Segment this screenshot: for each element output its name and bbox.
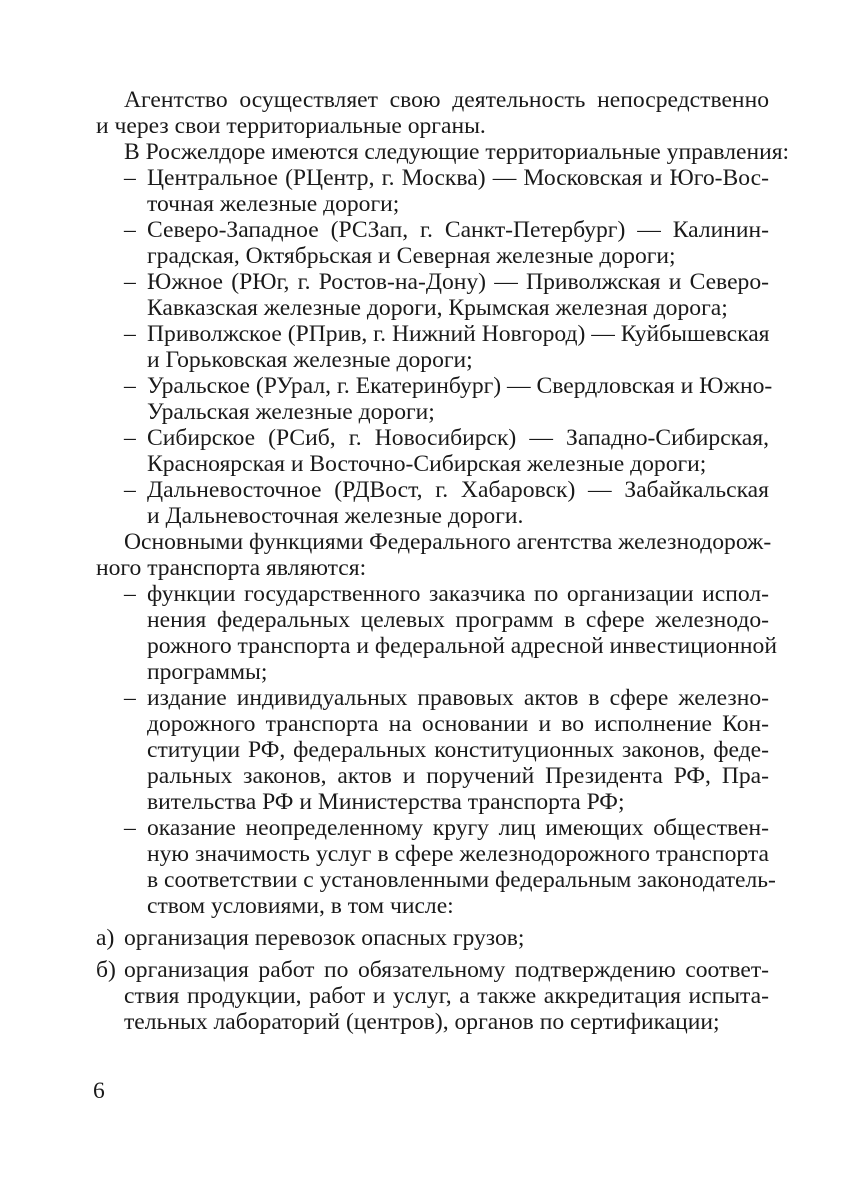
- function-item-2-line-2: дорожного транспорта на основании и во исполнение Кон-: [147, 711, 769, 737]
- function-item-2-line-1: издание индивидуальных правовых актов в сфере железно-: [147, 685, 769, 711]
- list-item-dash: –: [124, 165, 136, 191]
- list-item-dash: –: [124, 477, 136, 503]
- territorial-item-1-line-1: Центральное (РЦентр, г. Москва) — Московская и Юго-Вос-: [147, 165, 769, 191]
- list-marker-b: б): [96, 957, 116, 983]
- territorial-item-6-line-1: Сибирское (РСиб, г. Новосибирск) — Западно-Сибирская,: [147, 425, 769, 451]
- function-item-2-line-5: вительства РФ и Министерства транспорта РФ;: [147, 789, 625, 815]
- function-item-3-line-2: ную значимость услуг в сфере железнодорожного транспорта: [147, 841, 769, 867]
- function-item-3-line-1: оказание неопределенному кругу лиц имеющих обществен-: [147, 815, 769, 841]
- list-item-dash: –: [124, 269, 136, 295]
- territorial-item-5-line-1: Уральское (РУрал, г. Екатеринбург) — Свердловская и Южно-: [147, 373, 773, 399]
- territorial-item-4-line-2: и Горьковская железные дороги;: [147, 347, 473, 373]
- territorial-item-3-line-2: Кавказская железные дороги, Крымская железная дорога;: [147, 295, 728, 321]
- function-item-2-line-4: ральных законов, актов и поручений Президента РФ, Пра-: [147, 763, 769, 789]
- function-item-3-line-3: в соответствии с установленными федеральным законодатель-: [147, 867, 776, 893]
- function-item-2-line-3: ституции РФ, федеральных конституционных законов, феде-: [147, 737, 769, 763]
- list-item-dash: –: [124, 321, 136, 347]
- territorial-heading: В Росжелдоре имеются следующие территориальные управления:: [124, 139, 790, 165]
- function-item-1-line-1: функции государственного заказчика по организации испол-: [147, 581, 769, 607]
- function-item-1-line-4: программы;: [147, 659, 268, 685]
- territorial-item-1-line-2: точная железные дороги;: [147, 191, 400, 217]
- list-marker-a: а): [96, 925, 115, 951]
- list-item-dash: –: [124, 815, 136, 841]
- territorial-item-3-line-1: Южное (РЮг, г. Ростов-на-Дону) — Приволжская и Северо-: [147, 269, 769, 295]
- page-number: 6: [93, 1078, 105, 1104]
- intro-line-1: Агентство осуществляет свою деятельность непосредственно: [124, 87, 769, 113]
- lettered-item-b-line-2: ствия продукции, работ и услуг, а также аккредитация испыта-: [124, 983, 769, 1009]
- territorial-item-7-line-1: Дальневосточное (РДВост, г. Хабаровск) — Забайкальская: [147, 477, 769, 503]
- list-item-dash: –: [124, 373, 136, 399]
- functions-line-1: Основными функциями Федерального агентства железнодорож-: [124, 529, 772, 555]
- function-item-3-line-4: ством условиями, в том числе:: [147, 893, 454, 919]
- list-item-dash: –: [124, 685, 136, 711]
- lettered-item-b-line-1: организация работ по обязательному подтверждению соответ-: [124, 957, 769, 983]
- function-item-1-line-3: рожного транспорта и федеральной адресной инвестиционной: [147, 633, 777, 659]
- territorial-item-2-line-2: градская, Октябрьская и Северная железные дороги;: [147, 243, 676, 269]
- list-item-dash: –: [124, 425, 136, 451]
- lettered-item-a-line-1: организация перевозок опасных грузов;: [124, 925, 525, 951]
- territorial-item-5-line-2: Уральская железные дороги;: [147, 399, 435, 425]
- territorial-item-4-line-1: Приволжское (РПрив, г. Нижний Новгород) — Куйбышевская: [147, 321, 770, 347]
- territorial-item-2-line-1: Северо-Западное (РСЗап, г. Санкт-Петербург) — Калинин-: [147, 217, 769, 243]
- list-item-dash: –: [124, 581, 136, 607]
- territorial-item-6-line-2: Красноярская и Восточно-Сибирская железные дороги;: [147, 451, 707, 477]
- territorial-item-7-line-2: и Дальневосточная железные дороги.: [147, 503, 524, 529]
- function-item-1-line-2: нения федеральных целевых программ в сфере железнодо-: [147, 607, 769, 633]
- list-item-dash: –: [124, 217, 136, 243]
- intro-line-2: и через свои территориальные органы.: [96, 113, 486, 139]
- lettered-item-b-line-3: тельных лабораторий (центров), органов по сертификации;: [124, 1009, 720, 1035]
- functions-line-2: ного транспорта являются:: [96, 555, 367, 581]
